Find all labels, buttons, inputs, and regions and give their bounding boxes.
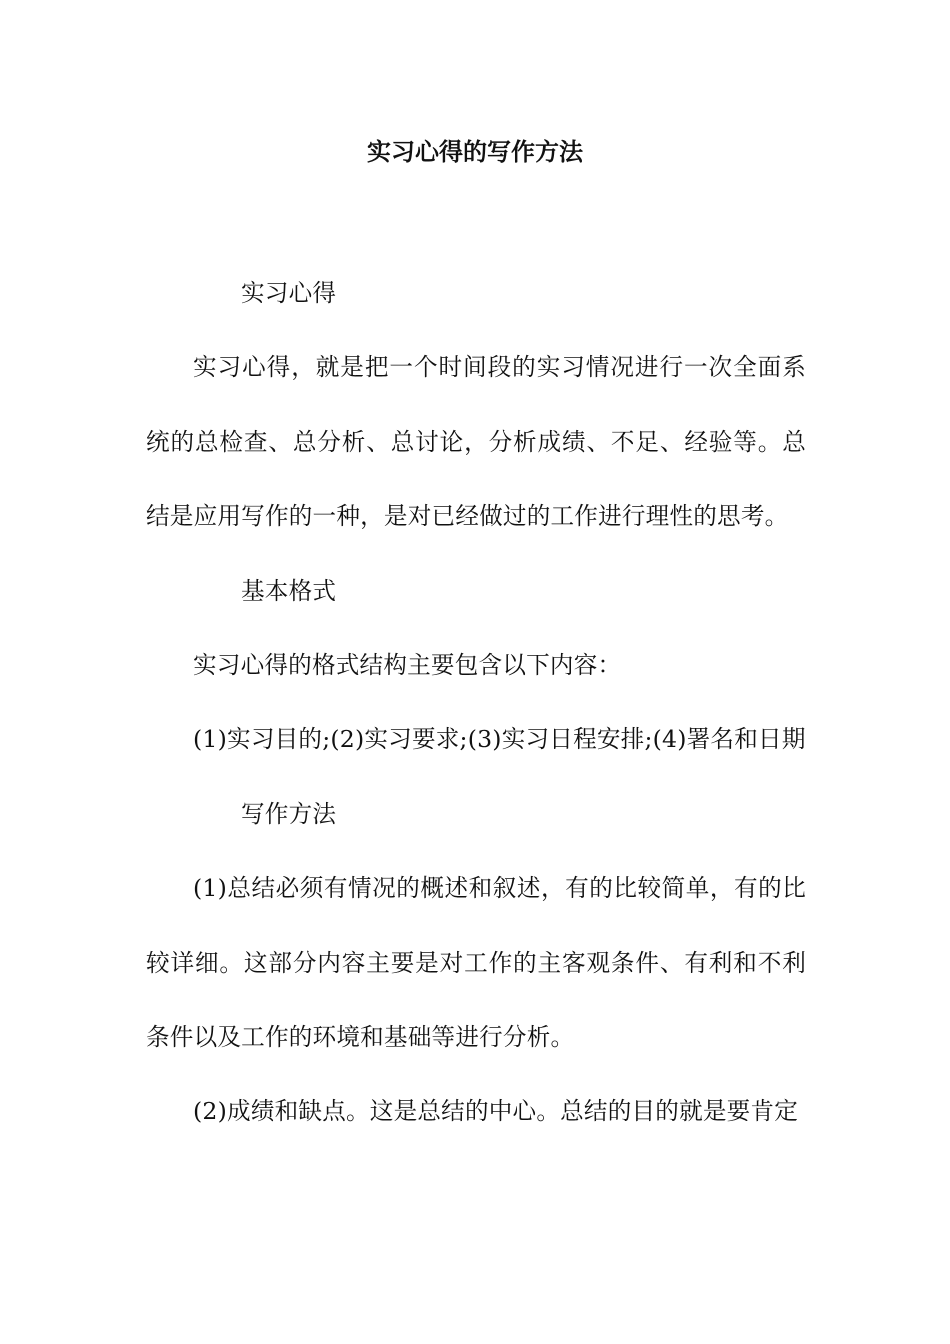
section-heading: 写作方法 [241,799,337,828]
paragraph: (2)成绩和缺点。这是总结的中心。总结的目的就是要肯定 [193,1097,799,1126]
paragraph: (1)总结必须有情况的概述和叙述，有的比较简单，有的比较详细。这部分内容主要是对工作的主客观条件、有利和不利条件以及工作的环境和基础等进行分析。 [146,874,806,1052]
document-body [146,256,806,1149]
paragraph: 实习心得，就是把一个时间段的实习情况进行一次全面系统的总检查、总分析、总讨论，分析成绩、不足、经验等。总结是应用写作的一种，是对已经做过的工作进行理性的思考。 [146,353,806,531]
paragraph: 实习心得的格式结构主要包含以下内容： [193,651,622,680]
section-heading: 实习心得 [241,279,337,307]
section-heading: 基本格式 [241,576,337,605]
paragraph: (1)实习目的;(2)实习要求;(3)实习日程安排;(4)署名和日期 [193,725,806,754]
document-title: 实习心得的写作方法 [367,138,583,166]
